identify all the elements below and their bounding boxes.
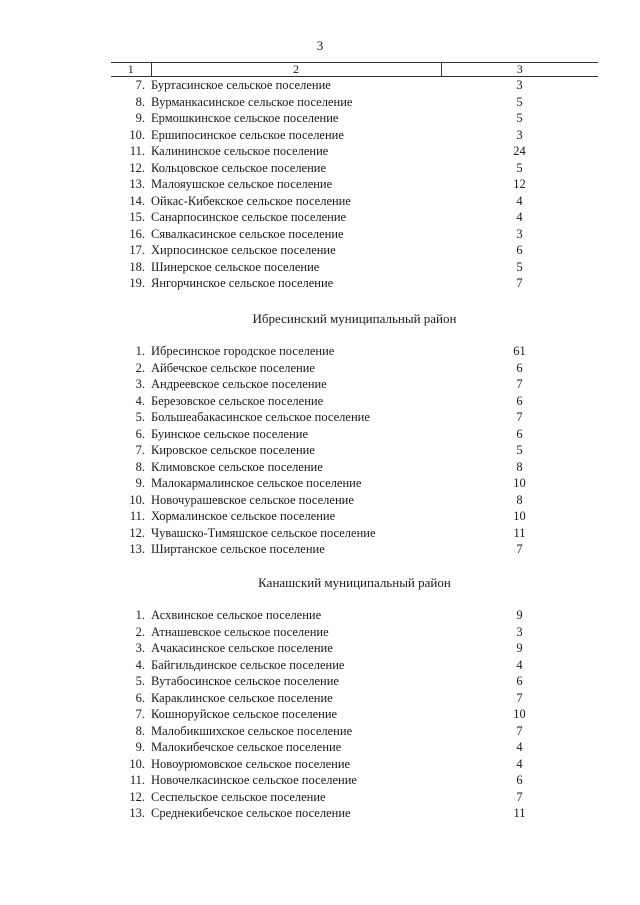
row-number: 18. (129, 259, 145, 274)
settlement-value: 4 (516, 756, 523, 771)
settlement-value: 10 (513, 476, 526, 490)
table-row (111, 160, 598, 177)
row-number: 19. (129, 276, 145, 290)
row-number: 15. (129, 210, 145, 224)
row-number: 5. (135, 410, 145, 424)
table-row (111, 376, 598, 393)
row-number: 1. (135, 344, 145, 358)
settlement-value: 5 (516, 94, 523, 109)
row-number: 13. (129, 177, 145, 191)
table-row (111, 94, 598, 111)
settlement-value: 3 (516, 127, 523, 142)
table-row (111, 209, 598, 226)
table-row (111, 360, 598, 377)
settlement-value: 7 (516, 690, 523, 705)
settlement-name: Малояушское сельское поселение (151, 177, 333, 191)
row-number: 17. (129, 243, 145, 257)
settlement-name: Шинерское сельское поселение (151, 259, 320, 274)
settlement-name: Новочурашевское сельское поселение (151, 492, 354, 507)
row-number: 10. (129, 756, 145, 771)
settlement-name: Буинское сельское поселение (151, 426, 309, 441)
settlement-name: Байгильдинское сельское поселение (151, 657, 345, 672)
table-row (111, 259, 598, 276)
settlement-value: 9 (516, 608, 523, 622)
settlement-name: Янгорчинское сельское поселение (151, 276, 334, 290)
district-title-ibresinsky: Ибресинский муниципальный район (252, 311, 457, 326)
table-row (111, 226, 598, 243)
settlement-value: 11 (513, 525, 526, 540)
settlements-table-1 (111, 62, 598, 292)
row-number: 14. (129, 193, 145, 208)
row-number: 4. (135, 657, 145, 672)
table-row (111, 624, 598, 641)
table-row (111, 772, 598, 789)
settlement-value: 6 (516, 426, 523, 441)
settlement-value: 4 (516, 740, 523, 754)
table-row (111, 193, 598, 210)
table-row (111, 275, 598, 292)
settlement-name: Караклинское сельское поселение (151, 690, 333, 705)
row-number: 8. (135, 94, 145, 109)
table-row (111, 77, 598, 94)
table-row (111, 525, 598, 542)
row-number: 5. (135, 674, 145, 688)
row-number: 7. (135, 707, 145, 721)
row-number: 7. (135, 443, 145, 457)
settlement-name: Сеспельское сельское поселение (151, 789, 326, 804)
district-title-kanashsky: Канашский муниципальный район (258, 575, 451, 590)
table-row (111, 409, 598, 426)
table-row (111, 459, 598, 476)
settlement-value: 7 (516, 789, 523, 804)
settlement-value: 4 (516, 657, 523, 672)
settlement-value: 3 (516, 624, 523, 639)
settlement-name: Асхвинское сельское поселение (151, 608, 322, 622)
settlement-name: Ермошкинское сельское поселение (151, 111, 339, 125)
settlement-value: 3 (516, 78, 523, 92)
settlement-value: 10 (513, 707, 526, 721)
row-number: 8. (135, 459, 145, 474)
page-number: 3 (316, 38, 324, 53)
settlement-name: Ершипосинское сельское поселение (151, 127, 344, 142)
row-number: 13. (129, 806, 145, 820)
table-row (111, 110, 598, 127)
header-col-1: 1 (111, 63, 151, 77)
row-number: 11. (129, 144, 145, 158)
row-number: 12. (129, 525, 145, 540)
settlement-name: Хирпосинское сельское поселение (151, 243, 336, 257)
table-row (111, 426, 598, 443)
settlement-name: Ачакасинское сельское поселение (151, 641, 333, 655)
row-number: 4. (135, 393, 145, 408)
settlement-value: 5 (516, 160, 523, 175)
header-col-3: 3 (441, 63, 598, 77)
settlement-name: Среднекибечское сельское поселение (151, 806, 351, 820)
settlement-value: 9 (516, 641, 523, 655)
settlement-value: 3 (516, 226, 523, 241)
settlement-value: 6 (516, 243, 523, 257)
row-number: 6. (135, 426, 145, 441)
row-number: 8. (135, 723, 145, 738)
settlement-value: 8 (516, 459, 523, 474)
settlement-value: 4 (516, 193, 523, 208)
row-number: 7. (135, 78, 145, 92)
table-row (111, 127, 598, 144)
table-row (111, 756, 598, 773)
settlement-value: 7 (516, 542, 523, 556)
table-row (111, 492, 598, 509)
settlement-value: 61 (513, 344, 526, 358)
table-row (111, 739, 598, 756)
row-number: 16. (129, 226, 145, 241)
settlement-value: 7 (516, 377, 523, 391)
settlement-name: Малокибечское сельское поселение (151, 740, 342, 754)
row-number: 6. (135, 690, 145, 705)
settlement-name: Калининское сельское поселение (151, 144, 329, 158)
settlement-value: 5 (516, 259, 523, 274)
settlement-value: 4 (516, 210, 523, 224)
settlement-name: Вурманкасинское сельское поселение (151, 94, 353, 109)
settlements-table-ibresinsky (111, 343, 598, 558)
table-row (111, 442, 598, 459)
row-number: 9. (135, 476, 145, 490)
settlement-name: Санарпосинское сельское поселение (151, 210, 347, 224)
row-number: 2. (135, 360, 145, 375)
table-row (111, 475, 598, 492)
settlement-name: Малокармалинское сельское поселение (151, 476, 362, 490)
settlement-name: Кошноруйское сельское поселение (151, 707, 338, 721)
settlement-value: 6 (516, 393, 523, 408)
row-number: 11. (129, 509, 145, 523)
row-number: 10. (129, 492, 145, 507)
settlement-name: Кировское сельское поселение (151, 443, 315, 457)
settlement-value: 24 (513, 144, 526, 158)
table-row (111, 242, 598, 259)
table-row (111, 723, 598, 740)
table-row (111, 541, 598, 558)
table-row (111, 673, 598, 690)
row-number: 11. (129, 773, 145, 787)
row-number: 9. (135, 740, 145, 754)
table-row (111, 607, 598, 624)
settlement-value: 7 (516, 410, 523, 424)
settlement-name: Новоурюмовское сельское поселение (151, 756, 351, 771)
table-row (111, 343, 598, 360)
settlement-name: Хормалинское сельское поселение (151, 509, 336, 523)
settlement-name: Березовское сельское поселение (151, 393, 324, 408)
header-col-2: 2 (151, 63, 441, 77)
row-number: 1. (135, 608, 145, 622)
table-row (111, 690, 598, 707)
settlement-name: Атнашевское сельское поселение (151, 624, 329, 639)
table-header-row (111, 63, 598, 77)
settlement-name: Большеабакасинское сельское поселение (151, 410, 370, 424)
settlement-name: Чувашско-Тимяшское сельское поселение (151, 525, 376, 540)
settlement-name: Ширтанское сельское поселение (151, 542, 325, 556)
settlement-name: Айбечское сельское поселение (151, 360, 315, 375)
settlement-value: 5 (516, 443, 523, 457)
table-row (111, 789, 598, 806)
settlement-name: Сявалкасинское сельское поселение (151, 226, 344, 241)
settlement-value: 8 (516, 492, 523, 507)
row-number: 3. (135, 377, 145, 391)
row-number: 9. (135, 111, 145, 125)
settlement-value: 11 (513, 806, 526, 820)
row-number: 12. (129, 160, 145, 175)
settlement-name: Климовское сельское поселение (151, 459, 323, 474)
settlement-name: Ойкас-Кибекское сельское поселение (151, 193, 351, 208)
settlements-table-kanashsky (111, 607, 598, 822)
settlement-name: Вутабосинское сельское поселение (151, 674, 339, 688)
settlement-name: Кольцовское сельское поселение (151, 160, 327, 175)
settlement-name: Андреевское сельское поселение (151, 377, 327, 391)
table-row (111, 508, 598, 525)
table-row (111, 657, 598, 674)
settlement-name: Новочелкасинское сельское поселение (151, 773, 357, 787)
table-row (111, 640, 598, 657)
settlement-value: 6 (516, 773, 523, 787)
settlement-name: Ибресинское городское поселение (151, 344, 335, 358)
settlement-value: 6 (516, 674, 523, 688)
table-row (111, 143, 598, 160)
row-number: 12. (129, 789, 145, 804)
row-number: 13. (129, 542, 145, 556)
settlement-value: 5 (516, 111, 523, 125)
settlement-name: Малобикшихское сельское поселение (151, 723, 353, 738)
settlement-value: 7 (516, 276, 523, 290)
settlement-name: Буртасинское сельское поселение (151, 78, 331, 92)
settlement-value: 6 (516, 360, 523, 375)
table-row (111, 393, 598, 410)
row-number: 2. (135, 624, 145, 639)
settlement-value: 12 (513, 177, 526, 191)
table-row (111, 176, 598, 193)
table-row (111, 706, 598, 723)
row-number: 3. (135, 641, 145, 655)
table-row (111, 805, 598, 822)
row-number: 10. (129, 127, 145, 142)
settlement-value: 7 (516, 723, 523, 738)
settlement-value: 10 (513, 509, 526, 523)
